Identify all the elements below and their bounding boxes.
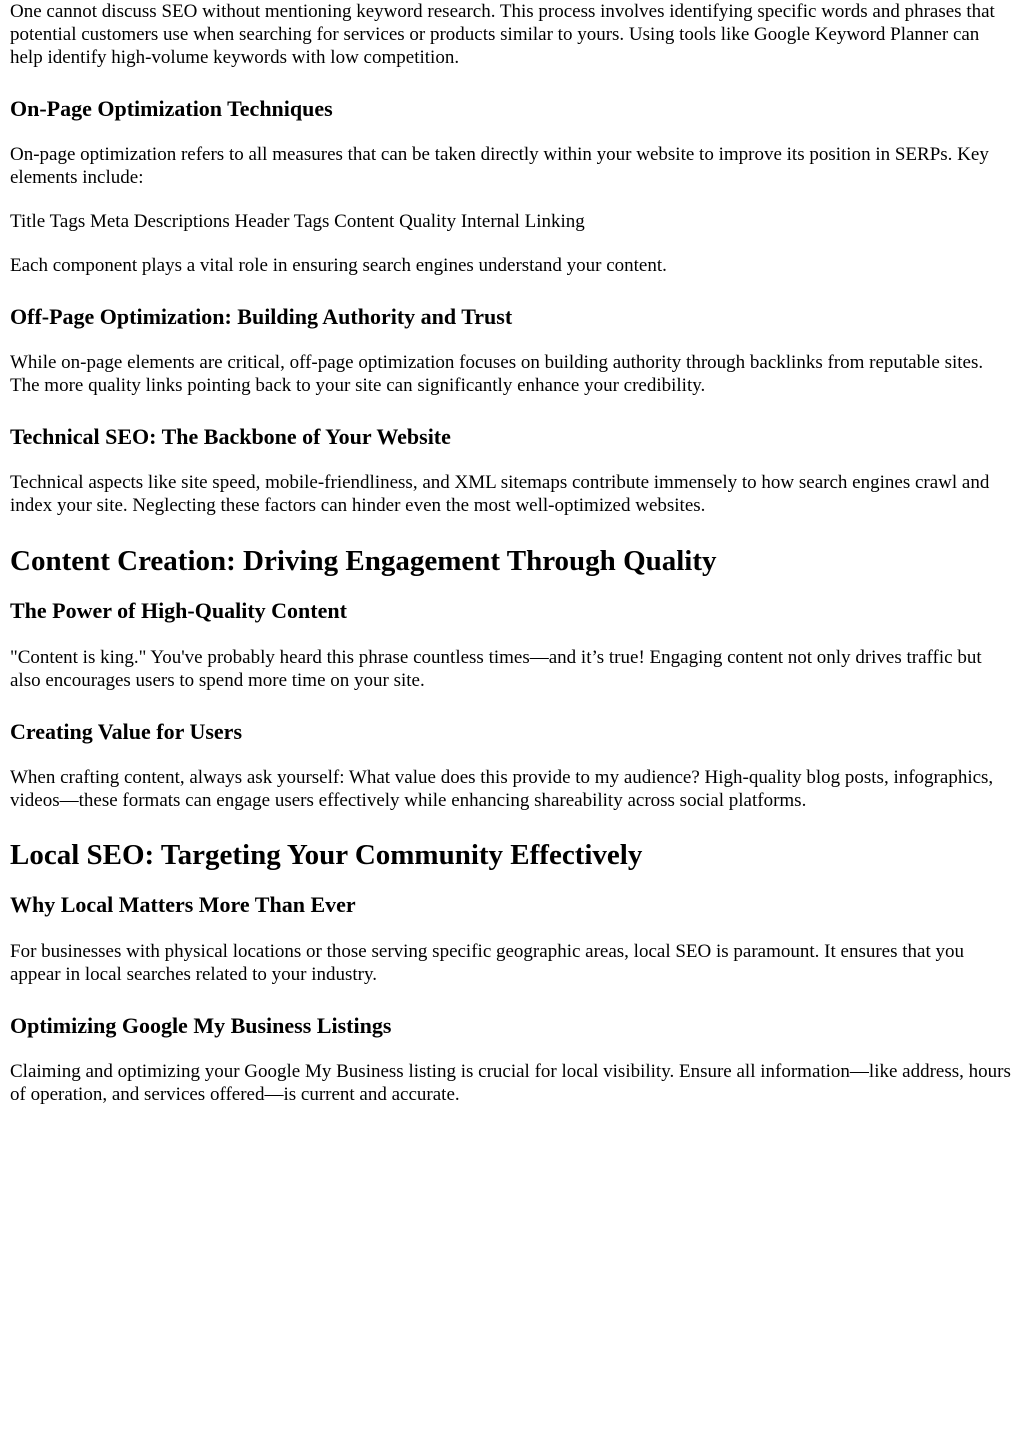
creating-value-heading: Creating Value for Users <box>10 719 243 744</box>
why-local-paragraph: For businesses with physical locations or those serving specific geographic areas, local SEO is paramount. It ensures that you appear in local searches related to your industry. <box>10 941 964 985</box>
offpage-paragraph: While on-page elements are critical, off-page optimization focuses on building authority through backlinks from reputable sites. The more quality links pointing back to your site can significantly enhance your credibility. <box>10 352 984 396</box>
key-elements-list: Title Tags Meta Descriptions Header Tags Content Quality Internal Linking <box>10 211 585 232</box>
offpage-heading: Off-Page Optimization: Building Authority and Trust <box>10 304 513 329</box>
power-of-content-paragraph: "Content is king." You've probably heard this phrase countless times—and it’s true! Engaging content not only drives traffic but also encourages users to spend more time on your site. <box>10 647 982 691</box>
creating-value-paragraph: When crafting content, always ask yourself: What value does this provide to my audience? High-quality blog posts, infographics, videos—these formats can engage users effectively while enhancing shareability across social platforms. <box>10 767 994 811</box>
power-of-content-heading: The Power of High-Quality Content <box>10 598 347 623</box>
onpage-paragraph: On-page optimization refers to all measures that can be taken directly within your website to improve its position in SERPs. Key elements include: <box>10 144 989 188</box>
intro-paragraph: One cannot discuss SEO without mentioning keyword research. This process involves identifying specific words and phrases that potential customers use when searching for services or products similar to yours. Using tools like Google Keyword Planner can help identify high-volume keywords with low competition. <box>10 1 995 68</box>
local-seo-heading: Local SEO: Targeting Your Community Effectively <box>10 839 643 871</box>
content-creation-heading: Content Creation: Driving Engagement Through Quality <box>10 545 717 577</box>
technical-seo-heading: Technical SEO: The Backbone of Your Website <box>10 424 451 449</box>
google-my-business-paragraph: Claiming and optimizing your Google My Business listing is crucial for local visibility. Ensure all information—like address, hours of operation, and services offered—is current and accurate. <box>10 1061 1011 1105</box>
component-paragraph: Each component plays a vital role in ensuring search engines understand your content. <box>10 255 667 276</box>
onpage-heading: On-Page Optimization Techniques <box>10 96 333 121</box>
google-my-business-heading: Optimizing Google My Business Listings <box>10 1013 392 1038</box>
why-local-heading: Why Local Matters More Than Ever <box>10 892 356 917</box>
technical-seo-paragraph: Technical aspects like site speed, mobile-friendliness, and XML sitemaps contribute immensely to how search engines crawl and index your site. Neglecting these factors can hinder even the most well-optimized websites. <box>10 472 990 516</box>
